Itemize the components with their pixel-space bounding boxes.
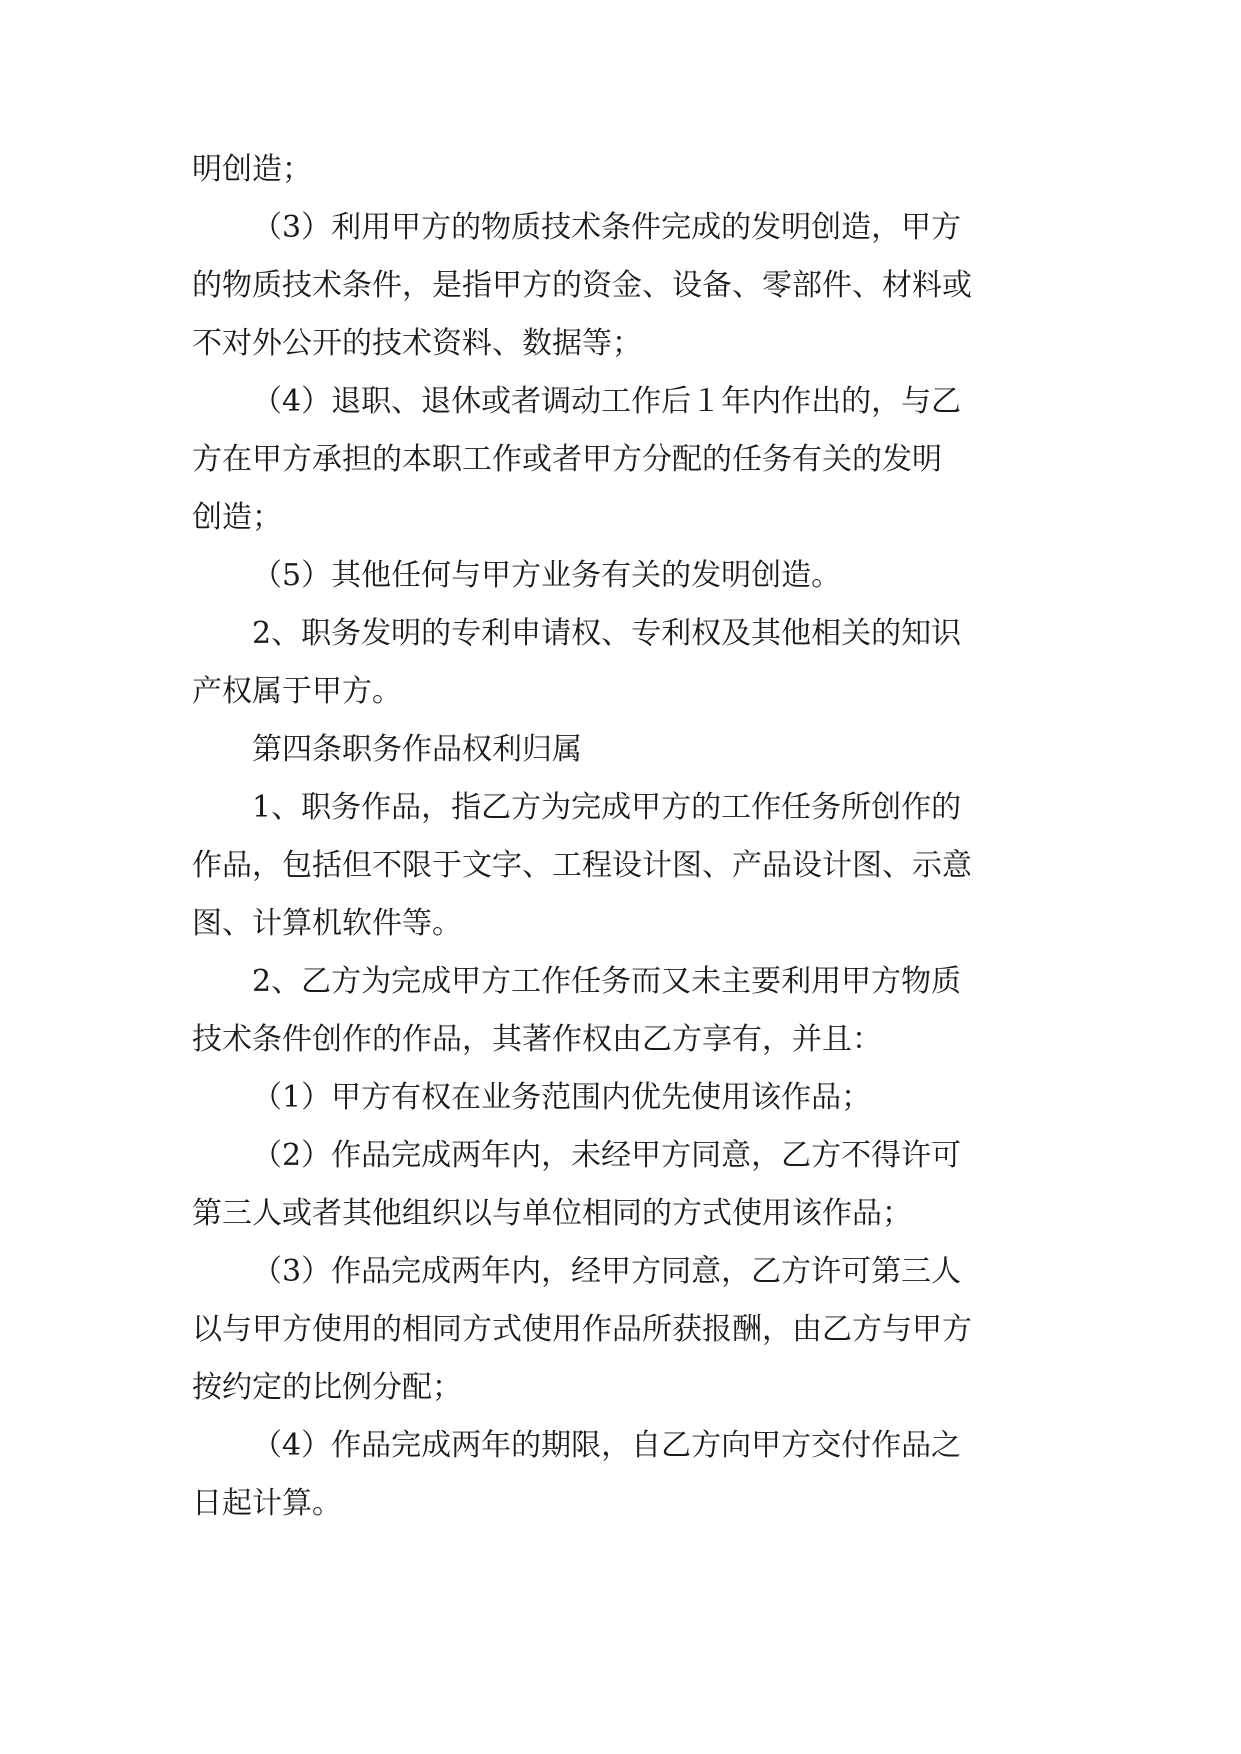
text-line: 以与甲方使用的相同方式使用作品所获报酬，由乙方与甲方 xyxy=(192,1312,972,1347)
section-heading: 第四条职务作品权利归属 xyxy=(252,732,582,767)
text-line: 方在甲方承担的本职工作或者甲方分配的任务有关的发明 xyxy=(192,442,942,477)
text-line: 1、职务作品，指乙方为完成甲方的工作任务所创作的 xyxy=(252,790,962,825)
text-line: 2、职务发明的专利申请权、专利权及其他相关的知识 xyxy=(252,616,962,651)
text-line: 明创造； xyxy=(192,152,312,187)
text-line: （2）作品完成两年内，未经甲方同意，乙方不得许可 xyxy=(252,1138,962,1173)
text-line: （4）作品完成两年的期限，自乙方向甲方交付作品之 xyxy=(252,1428,962,1463)
text-line: 图、计算机软件等。 xyxy=(192,906,462,941)
text-line: 日起计算。 xyxy=(192,1486,342,1521)
text-line: 不对外公开的技术资料、数据等； xyxy=(192,326,642,361)
text-line: （5）其他任何与甲方业务有关的发明创造。 xyxy=(252,558,842,593)
text-line: 按约定的比例分配； xyxy=(192,1370,462,1405)
text-line: 2、乙方为完成甲方工作任务而又未主要利用甲方物质 xyxy=(252,964,962,999)
text-line: 技术条件创作的作品，其著作权由乙方享有，并且： xyxy=(192,1022,882,1057)
text-line: 的物质技术条件，是指甲方的资金、设备、零部件、材料或 xyxy=(192,268,972,303)
text-line: （4）退职、退休或者调动工作后１年内作出的，与乙 xyxy=(252,384,962,419)
text-line: （3）利用甲方的物质技术条件完成的发明创造，甲方 xyxy=(252,210,962,245)
text-line: 产权属于甲方。 xyxy=(192,674,402,709)
text-line: 创造； xyxy=(192,500,282,535)
text-line: （3）作品完成两年内，经甲方同意，乙方许可第三人 xyxy=(252,1254,962,1289)
text-line: （1）甲方有权在业务范围内优先使用该作品； xyxy=(252,1080,872,1115)
text-line: 作品，包括但不限于文字、工程设计图、产品设计图、示意 xyxy=(192,848,972,883)
text-line: 第三人或者其他组织以与单位相同的方式使用该作品； xyxy=(192,1196,912,1231)
